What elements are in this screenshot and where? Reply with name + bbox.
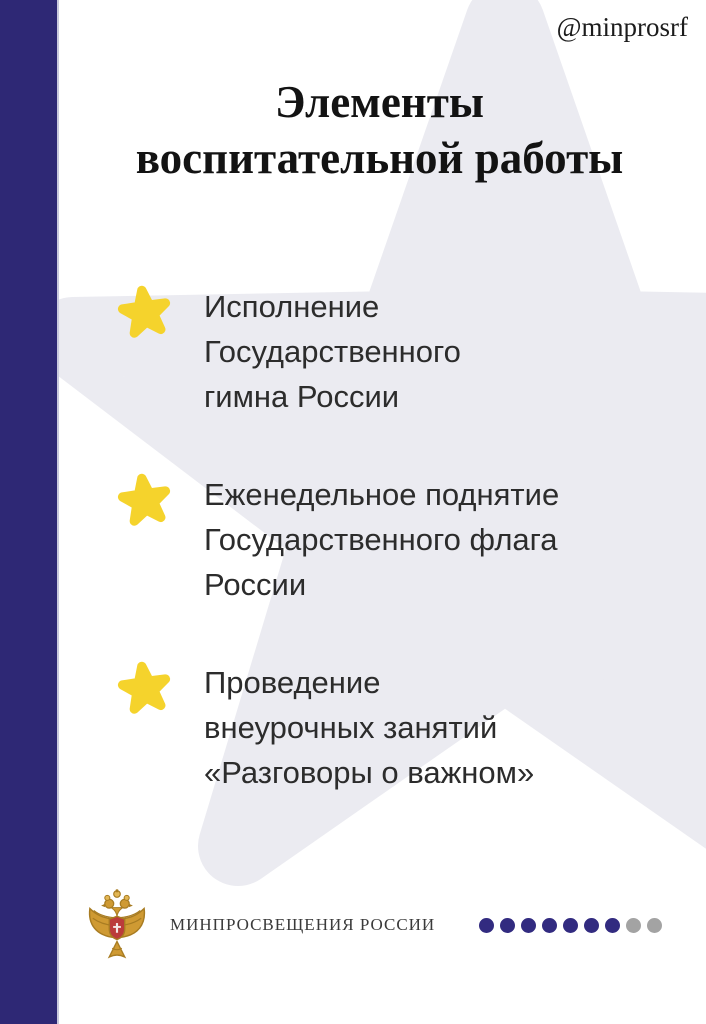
list-item-line: гимна России <box>204 379 400 414</box>
list-item-line: Исполнение <box>204 289 380 324</box>
list-item-text <box>204 282 461 419</box>
bullet-list <box>116 282 676 846</box>
pagination-dot-active <box>479 918 494 933</box>
page-title <box>57 74 702 186</box>
pagination-dot-active <box>563 918 578 933</box>
list-item-line: «Разговоры о важном» <box>204 755 535 790</box>
list-item-line: Еженедельное поднятие <box>204 477 560 512</box>
pagination-dot-inactive <box>626 918 641 933</box>
pagination-dot-active <box>500 918 515 933</box>
list-item-line: внеурочных занятий <box>204 710 498 745</box>
list-item-line: Проведение <box>204 665 381 700</box>
star-icon <box>116 472 174 530</box>
pagination-dot-active <box>605 918 620 933</box>
frame-left-bar <box>0 0 59 1024</box>
pagination-dots <box>479 918 662 933</box>
list-item <box>116 470 676 607</box>
list-item-line: Государственного <box>204 334 461 369</box>
pagination-dot-inactive <box>647 918 662 933</box>
russia-coat-of-arms-icon <box>86 887 148 963</box>
footer <box>86 884 662 966</box>
pagination-dot-active <box>584 918 599 933</box>
star-icon <box>116 284 174 342</box>
page-title-line1: Элементы <box>275 77 484 127</box>
list-item-text <box>204 658 534 795</box>
pagination-dot-active <box>521 918 536 933</box>
list-item-line: Государственного флага <box>204 522 558 557</box>
star-icon <box>116 660 174 718</box>
page-title-line2: воспитательной работы <box>135 133 624 183</box>
channel-handle[interactable]: @minprosrf <box>556 12 688 42</box>
list-item <box>116 658 676 795</box>
pagination-dot-active <box>542 918 557 933</box>
ministry-label: МИНПРОСВЕЩЕНИЯ РОССИИ <box>170 915 436 934</box>
list-item <box>116 282 676 419</box>
list-item-text <box>204 470 559 607</box>
list-item-line: России <box>204 567 307 602</box>
